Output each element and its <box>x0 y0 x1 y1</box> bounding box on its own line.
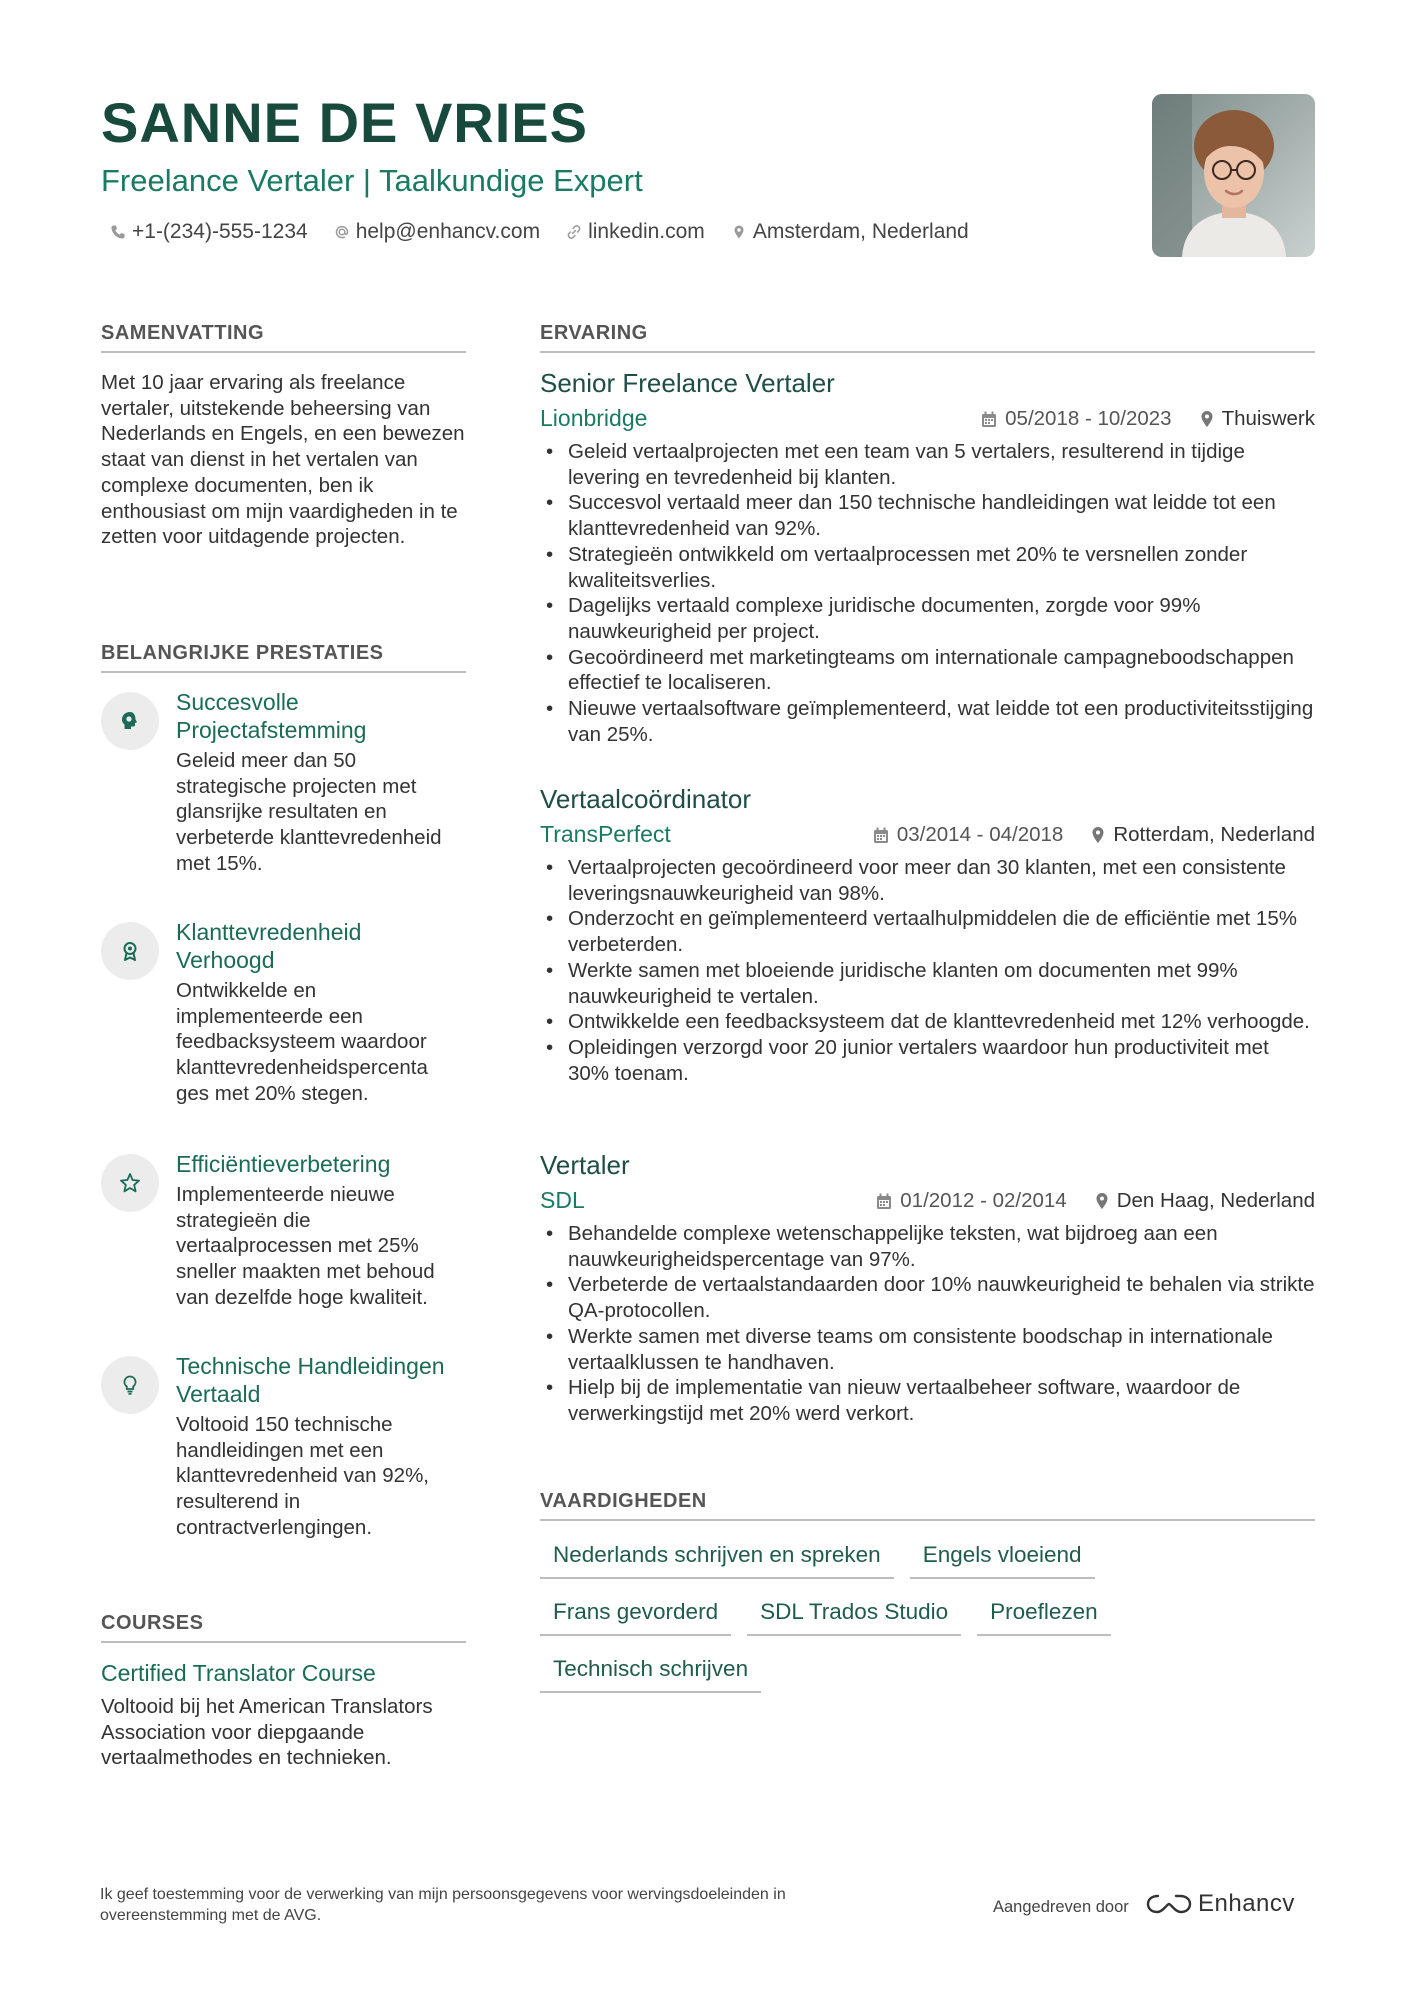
skill-tag: Frans gevorderd <box>540 1595 731 1636</box>
achievement-title: Efficiëntieverbetering <box>176 1151 391 1177</box>
contact-location <box>731 220 969 244</box>
job-meta <box>540 405 1315 439</box>
location-pin-icon <box>1200 410 1214 428</box>
job-entry <box>540 368 1315 747</box>
star-icon <box>101 1154 159 1212</box>
job-bullet: • Dagelijks vertaald complexe juridische documenten, zorgde voor 99% nauwkeurigheid per project. <box>540 593 1315 644</box>
skill-tag: Engels vloeiend <box>910 1538 1095 1579</box>
job-company: TransPerfect <box>540 821 671 847</box>
achievement-title: Klanttevredenheid Verhoogd <box>176 919 362 973</box>
experience-heading: ERVARING <box>540 322 1315 353</box>
job-bullet: • Verbeterde de vertaalstandaarden door 10% nauwkeurigheid te behalen via strikte QA-protocollen. <box>540 1272 1315 1323</box>
job-company: SDL <box>540 1187 585 1213</box>
location-pin-icon <box>1091 826 1105 844</box>
job-dates: 01/2012 - 02/2014 <box>900 1189 1067 1212</box>
award-icon <box>101 922 159 980</box>
skills-list <box>540 1538 1315 1709</box>
job-bullet: • Opleidingen verzorgd voor 20 junior vertalers waardoor hun productiviteit met 30% toenam. <box>540 1035 1315 1086</box>
powered-by-label: Aangedreven door <box>993 1898 1129 1916</box>
job-bullet: • Nieuwe vertaalsoftware geïmplementeerd, wat leidde tot een productiviteitsstijging van 25%. <box>540 696 1315 747</box>
job-bullets <box>540 855 1315 1086</box>
candidate-name: SANNE DE VRIES <box>101 91 588 154</box>
job-title: Vertaler <box>540 1150 630 1180</box>
job-dates: 03/2014 - 04/2018 <box>896 823 1064 846</box>
enhancv-logo[interactable] <box>1146 1890 1295 1918</box>
job-entry <box>540 784 1315 1086</box>
contact-email[interactable] <box>334 220 540 244</box>
job-entry <box>540 1150 1315 1427</box>
phone-icon <box>110 224 126 240</box>
gdpr-consent: Ik geef toestemming voor de verwerking van mijn persoonsgegevens voor wervingsdoeleinden in overeenstemming met de AVG. <box>100 1886 786 1924</box>
profile-photo <box>1152 94 1315 257</box>
job-bullet: • Werkte samen met bloeiende juridische klanten om documenten met 99% nauwkeurigheid te vertalen. <box>540 958 1315 1009</box>
job-bullet: • Hielp bij de implementatie van nieuw vertaalbeheer software, waardoor de verwerkingstijd met 20% werd verkort. <box>540 1375 1315 1426</box>
profile-photo-illustration <box>1152 94 1315 257</box>
skill-tag: SDL Trados Studio <box>747 1595 961 1636</box>
achievement-desc: Voltooid 150 technische handleidingen met een klanttevredenheid van 92%, resulterend in contractverlengingen. <box>176 1413 430 1539</box>
job-meta <box>540 821 1315 855</box>
job-bullet: • Ontwikkelde een feedbacksysteem dat de klanttevredenheid met 12% verhoogde. <box>540 1009 1315 1035</box>
achievement-desc: Implementeerde nieuwe strategieën die vertaalprocessen met 25% sneller maakten met behoud van dezelfde hoge kwaliteit. <box>176 1183 435 1309</box>
enhancv-logo-icon <box>1146 1892 1192 1916</box>
job-meta <box>540 1187 1315 1221</box>
email-text: help@enhancv.com <box>355 220 541 243</box>
skills-heading: VAARDIGHEDEN <box>540 1490 1315 1521</box>
skill-tag: Proeflezen <box>977 1595 1111 1636</box>
achievements-heading: BELANGRIJKE PRESTATIES <box>101 642 466 673</box>
job-title: Senior Freelance Vertaler <box>540 368 835 398</box>
calendar-icon <box>981 411 997 428</box>
calendar-icon <box>873 827 889 844</box>
location-pin-icon <box>731 224 747 240</box>
location-text: Amsterdam, Nederland <box>752 220 969 243</box>
at-icon <box>334 224 350 240</box>
calendar-icon <box>876 1193 892 1210</box>
lightbulb-icon <box>101 1356 159 1414</box>
link-icon <box>566 224 582 240</box>
job-bullet: • Strategieën ontwikkeld om vertaalprocessen met 20% te versnellen zonder kwaliteitsverlies. <box>540 542 1315 593</box>
achievement-desc: Geleid meer dan 50 strategische projecten met glansrijke resultaten en verbeterde klanttevredenheid met 15%. <box>176 749 442 875</box>
course-title: Certified Translator Course <box>101 1660 376 1686</box>
courses-heading: COURSES <box>101 1612 466 1643</box>
course-desc: Voltooid bij het American Translators Association voor diepgaande vertaalmethodes en technieken. <box>101 1695 433 1770</box>
job-dates: 05/2018 - 10/2023 <box>1005 407 1172 430</box>
job-bullets <box>540 439 1315 747</box>
job-bullet: • Behandelde complexe wetenschappelijke teksten, wat bijdroeg aan een nauwkeurigheidspercentage van 97%. <box>540 1221 1315 1272</box>
linkedin-text: linkedin.com <box>588 220 705 243</box>
job-bullet: • Werkte samen met diverse teams om consistente boodschap in internationale vertaalklussen te handhaven. <box>540 1324 1315 1375</box>
job-location: Thuiswerk <box>1221 407 1315 430</box>
job-bullet: • Vertaalprojecten gecoördineerd voor meer dan 30 klanten, met een consistente leveringsnauwkeurigheid van 98%. <box>540 855 1315 906</box>
job-location: Den Haag, Nederland <box>1116 1189 1315 1212</box>
contact-bar <box>110 220 969 244</box>
job-bullet: • Onderzocht en geïmplementeerd vertaalhulpmiddelen die de efficiëntie met 15% verbeterden. <box>540 906 1315 957</box>
achievement-title: Technische Handleidingen Vertaald <box>176 1353 445 1407</box>
achievement-title: Succesvolle Projectafstemming <box>176 689 367 743</box>
skill-tag: Nederlands schrijven en spreken <box>540 1538 894 1579</box>
candidate-subtitle: Freelance Vertaler | Taalkundige Expert <box>101 163 643 198</box>
job-bullet: • Geleid vertaalprojecten met een team van 5 vertalers, resulterend in tijdige levering en tevredenheid bij klanten. <box>540 439 1315 490</box>
job-bullets <box>540 1221 1315 1427</box>
job-bullet: • Gecoördineerd met marketingteams om internationale campagneboodschappen effectief te localiseren. <box>540 645 1315 696</box>
brain-icon <box>101 692 159 750</box>
location-pin-icon <box>1095 1192 1109 1210</box>
contact-phone <box>110 220 308 244</box>
enhancv-brand-name: Enhancv <box>1198 1890 1295 1917</box>
summary-text: Met 10 jaar ervaring als freelance vertaler, uitstekende beheersing van Nederlands en Engels, en een bewezen staat van dienst in het vertalen van complexe documenten, ben ik enthousiast om mijn vaardigheden in te zetten voor uitdagende projecten. <box>101 371 465 549</box>
job-location: Rotterdam, Nederland <box>1113 823 1315 846</box>
contact-linkedin[interactable] <box>566 220 705 244</box>
job-title: Vertaalcoördinator <box>540 784 752 814</box>
skill-tag: Technisch schrijven <box>540 1652 761 1693</box>
achievement-desc: Ontwikkelde en implementeerde een feedbacksysteem waardoor klanttevredenheidspercenta ges met 20% stegen. <box>176 979 428 1105</box>
phone-text: +1-(234)-555-1234 <box>132 220 308 243</box>
job-company: Lionbridge <box>540 405 648 431</box>
job-bullet: • Succesvol vertaald meer dan 150 technische handleidingen wat leidde tot een klanttevredenheid van 92%. <box>540 490 1315 541</box>
summary-heading: SAMENVATTING <box>101 322 466 353</box>
